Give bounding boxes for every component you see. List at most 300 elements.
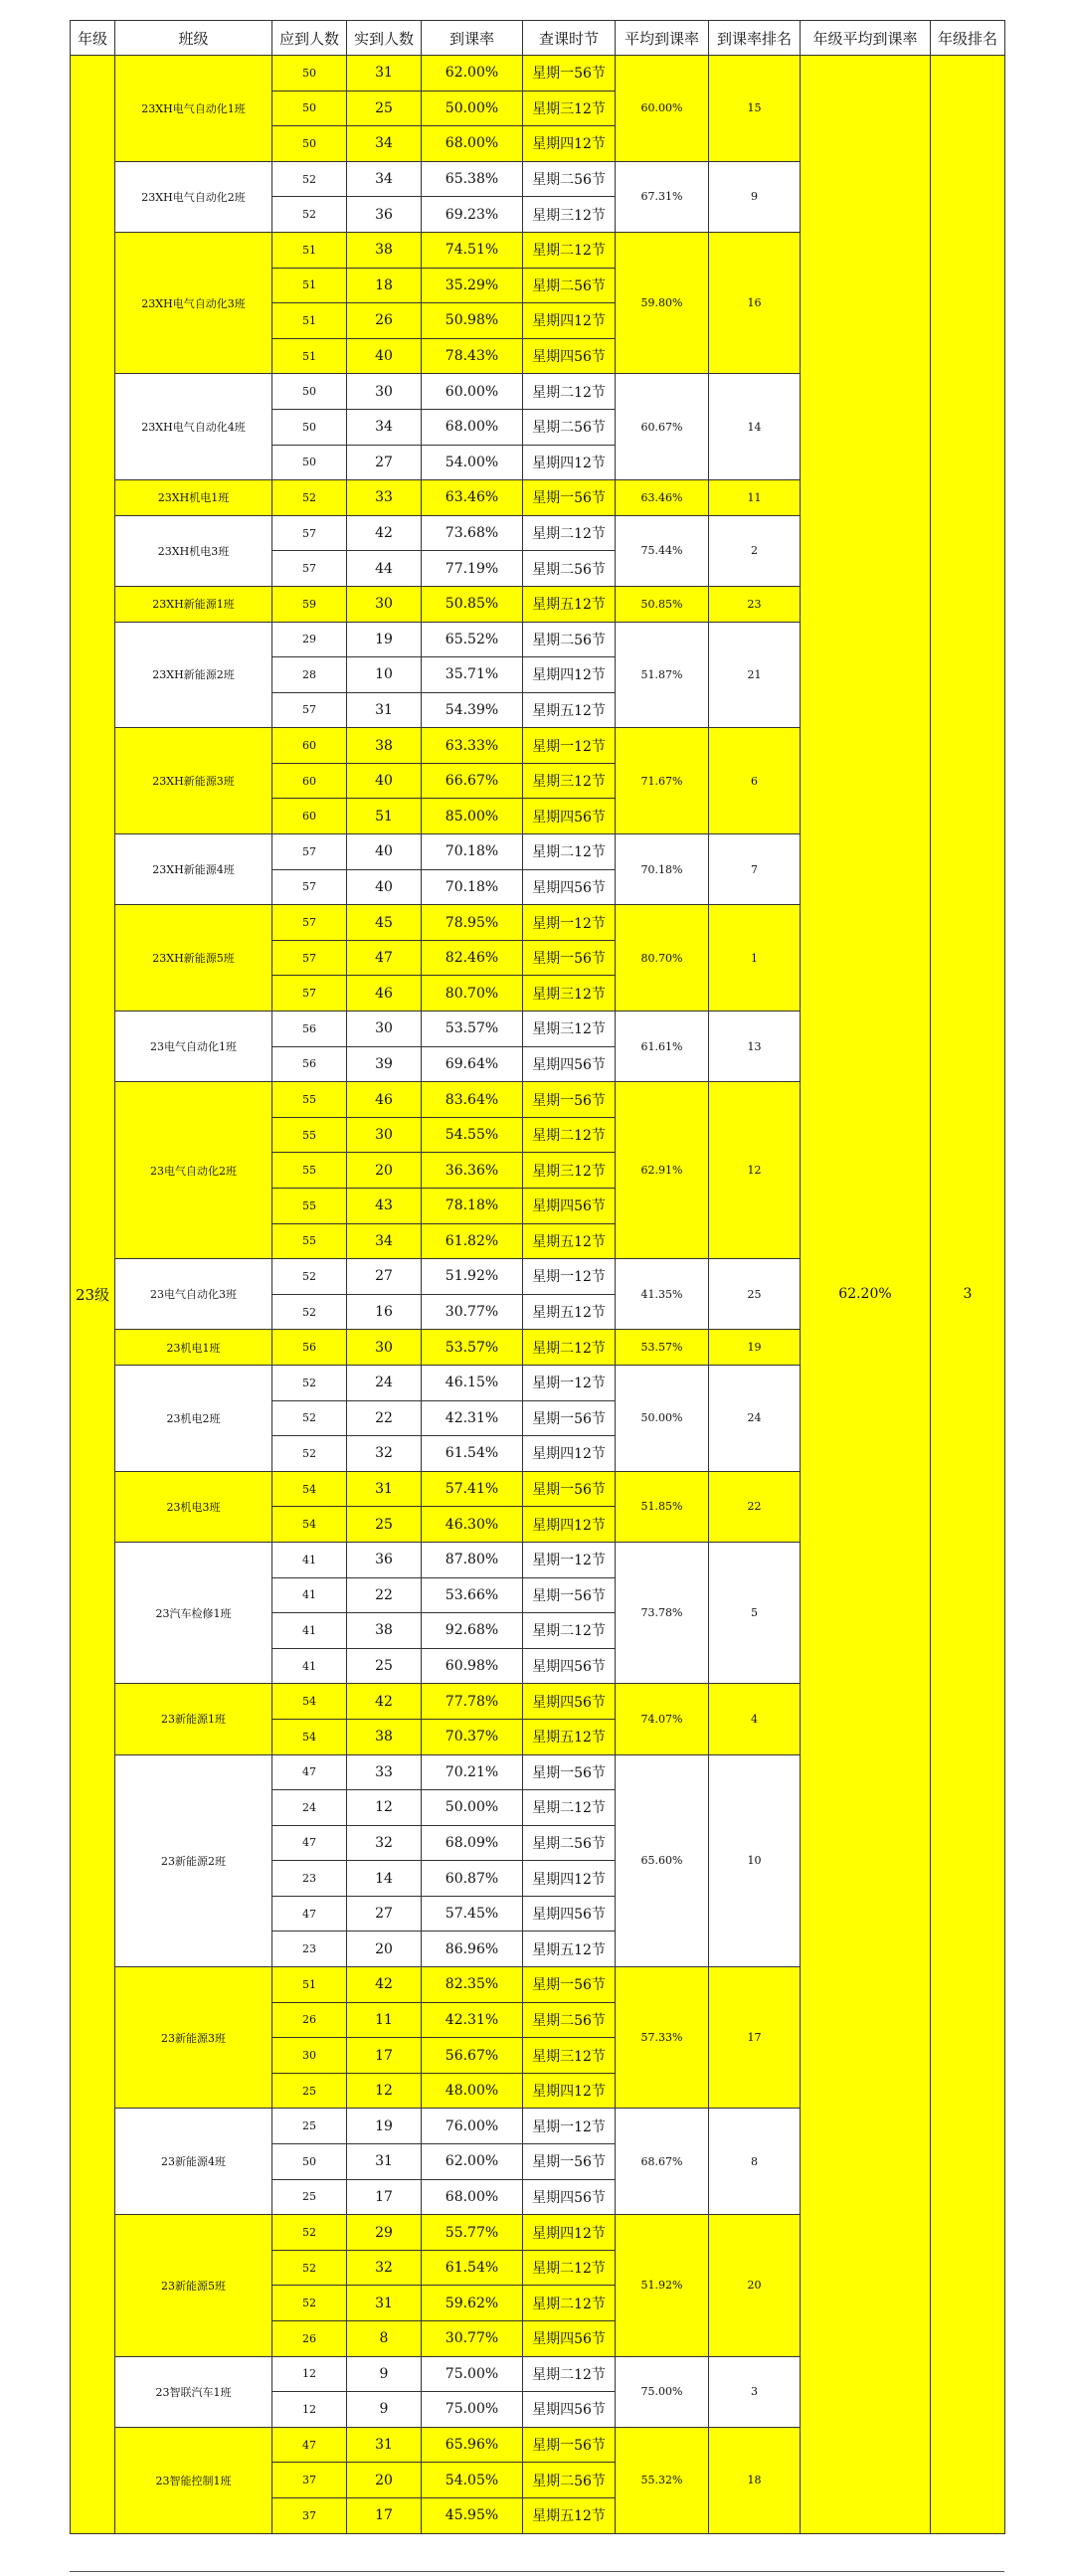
rate-cell[interactable]: 42.31% [422, 2002, 523, 2038]
actual-count-cell[interactable]: 22 [347, 1400, 422, 1436]
rate-cell[interactable]: 42.31% [422, 1400, 523, 1436]
expected-count-cell[interactable]: 41 [272, 1613, 347, 1649]
expected-count-cell[interactable]: 52 [272, 2286, 347, 2321]
actual-count-cell[interactable]: 40 [347, 338, 422, 374]
class-name-cell[interactable]: 23XH新能源2班 [115, 622, 272, 728]
expected-count-cell[interactable]: 52 [272, 1365, 347, 1400]
expected-count-cell[interactable]: 57 [272, 515, 347, 551]
actual-count-cell[interactable]: 32 [347, 2250, 422, 2286]
rate-cell[interactable]: 65.96% [422, 2427, 523, 2463]
expected-count-cell[interactable]: 25 [272, 2179, 347, 2215]
class-name-cell[interactable]: 23XH电气自动化3班 [115, 232, 272, 373]
expected-count-cell[interactable]: 12 [272, 2356, 347, 2392]
session-cell[interactable]: 星期一12节 [523, 905, 616, 941]
rate-cell[interactable]: 77.19% [422, 551, 523, 587]
rate-cell[interactable]: 56.67% [422, 2038, 523, 2074]
session-cell[interactable]: 星期四12节 [523, 657, 616, 693]
expected-count-cell[interactable]: 56 [272, 1330, 347, 1366]
expected-count-cell[interactable]: 59 [272, 586, 347, 622]
actual-count-cell[interactable]: 31 [347, 1471, 422, 1507]
rate-cell[interactable]: 63.46% [422, 480, 523, 516]
actual-count-cell[interactable]: 38 [347, 232, 422, 268]
class-name-cell[interactable]: 23电气自动化3班 [115, 1259, 272, 1330]
rank-cell[interactable]: 20 [709, 2215, 801, 2356]
rank-cell[interactable]: 24 [709, 1365, 801, 1471]
actual-count-cell[interactable]: 22 [347, 1577, 422, 1613]
rate-cell[interactable]: 82.46% [422, 940, 523, 976]
avg-rate-cell[interactable]: 55.32% [616, 2427, 709, 2533]
expected-count-cell[interactable]: 41 [272, 1648, 347, 1684]
rate-cell[interactable]: 50.85% [422, 586, 523, 622]
session-cell[interactable]: 星期一12节 [523, 1365, 616, 1400]
rate-cell[interactable]: 54.39% [422, 692, 523, 728]
actual-count-cell[interactable]: 29 [347, 2215, 422, 2251]
session-cell[interactable]: 星期四12节 [523, 2215, 616, 2251]
session-cell[interactable]: 星期一56节 [523, 940, 616, 976]
actual-count-cell[interactable]: 43 [347, 1189, 422, 1224]
actual-count-cell[interactable]: 42 [347, 515, 422, 551]
expected-count-cell[interactable]: 55 [272, 1223, 347, 1259]
actual-count-cell[interactable]: 19 [347, 622, 422, 657]
rate-cell[interactable]: 46.30% [422, 1507, 523, 1543]
session-cell[interactable]: 星期三12节 [523, 763, 616, 799]
class-name-cell[interactable]: 23XH新能源1班 [115, 586, 272, 622]
session-cell[interactable]: 星期四12节 [523, 1507, 616, 1543]
actual-count-cell[interactable]: 11 [347, 2002, 422, 2038]
actual-count-cell[interactable]: 47 [347, 940, 422, 976]
rank-cell[interactable]: 8 [709, 2109, 801, 2215]
actual-count-cell[interactable]: 31 [347, 692, 422, 728]
actual-count-cell[interactable]: 51 [347, 799, 422, 834]
actual-count-cell[interactable]: 27 [347, 1259, 422, 1295]
expected-count-cell[interactable]: 23 [272, 1861, 347, 1897]
session-cell[interactable]: 星期一56节 [523, 1082, 616, 1118]
rate-cell[interactable]: 63.33% [422, 728, 523, 764]
session-cell[interactable]: 星期二12节 [523, 515, 616, 551]
class-name-cell[interactable]: 23新能源1班 [115, 1684, 272, 1754]
rate-cell[interactable]: 54.55% [422, 1117, 523, 1153]
class-name-cell[interactable]: 23XH新能源3班 [115, 728, 272, 834]
actual-count-cell[interactable]: 20 [347, 1932, 422, 1967]
actual-count-cell[interactable]: 36 [347, 1542, 422, 1577]
expected-count-cell[interactable]: 50 [272, 2144, 347, 2180]
rank-cell[interactable]: 21 [709, 622, 801, 728]
expected-count-cell[interactable]: 57 [272, 551, 347, 587]
rate-cell[interactable]: 62.00% [422, 56, 523, 92]
actual-count-cell[interactable]: 38 [347, 728, 422, 764]
expected-count-cell[interactable]: 52 [272, 1294, 347, 1330]
session-cell[interactable]: 星期三12节 [523, 197, 616, 233]
rate-cell[interactable]: 50.98% [422, 303, 523, 339]
session-cell[interactable]: 星期二12节 [523, 2286, 616, 2321]
rank-cell[interactable]: 22 [709, 1471, 801, 1542]
session-cell[interactable]: 星期二12节 [523, 834, 616, 870]
rank-cell[interactable]: 12 [709, 1082, 801, 1259]
avg-rate-cell[interactable]: 50.00% [616, 1365, 709, 1471]
actual-count-cell[interactable]: 14 [347, 1861, 422, 1897]
expected-count-cell[interactable]: 51 [272, 1967, 347, 2003]
rate-cell[interactable]: 48.00% [422, 2073, 523, 2109]
actual-count-cell[interactable]: 17 [347, 2038, 422, 2074]
expected-count-cell[interactable]: 24 [272, 1790, 347, 1826]
rank-cell[interactable]: 7 [709, 834, 801, 905]
actual-count-cell[interactable]: 30 [347, 586, 422, 622]
actual-count-cell[interactable]: 27 [347, 1896, 422, 1932]
rate-cell[interactable]: 59.62% [422, 2286, 523, 2321]
actual-count-cell[interactable]: 16 [347, 1294, 422, 1330]
actual-count-cell[interactable]: 30 [347, 374, 422, 410]
rate-cell[interactable]: 50.00% [422, 1790, 523, 1826]
rate-cell[interactable]: 74.51% [422, 232, 523, 268]
actual-count-cell[interactable]: 40 [347, 834, 422, 870]
session-cell[interactable]: 星期二12节 [523, 374, 616, 410]
rate-cell[interactable]: 78.18% [422, 1189, 523, 1224]
expected-count-cell[interactable]: 54 [272, 1684, 347, 1720]
actual-count-cell[interactable]: 12 [347, 1790, 422, 1826]
actual-count-cell[interactable]: 25 [347, 1648, 422, 1684]
rate-cell[interactable]: 70.18% [422, 869, 523, 905]
actual-count-cell[interactable]: 40 [347, 869, 422, 905]
session-cell[interactable]: 星期四12节 [523, 126, 616, 162]
actual-count-cell[interactable]: 42 [347, 1684, 422, 1720]
rate-cell[interactable]: 65.38% [422, 161, 523, 197]
expected-count-cell[interactable]: 37 [272, 2497, 347, 2533]
session-cell[interactable]: 星期四56节 [523, 1648, 616, 1684]
class-name-cell[interactable]: 23新能源4班 [115, 2109, 272, 2215]
expected-count-cell[interactable]: 26 [272, 2321, 347, 2357]
class-name-cell[interactable]: 23机电2班 [115, 1365, 272, 1471]
rate-cell[interactable]: 35.29% [422, 268, 523, 303]
rate-cell[interactable]: 51.92% [422, 1259, 523, 1295]
avg-rate-cell[interactable]: 51.87% [616, 622, 709, 728]
session-cell[interactable]: 星期四56节 [523, 1046, 616, 1082]
class-name-cell[interactable]: 23智联汽车1班 [115, 2356, 272, 2427]
rate-cell[interactable]: 30.77% [422, 1294, 523, 1330]
session-cell[interactable]: 星期四56节 [523, 338, 616, 374]
actual-count-cell[interactable]: 8 [347, 2321, 422, 2357]
rank-cell[interactable]: 16 [709, 232, 801, 373]
actual-count-cell[interactable]: 12 [347, 2073, 422, 2109]
session-cell[interactable]: 星期一12节 [523, 2109, 616, 2144]
avg-rate-cell[interactable]: 61.61% [616, 1012, 709, 1082]
expected-count-cell[interactable]: 57 [272, 940, 347, 976]
rate-cell[interactable]: 82.35% [422, 1967, 523, 2003]
actual-count-cell[interactable]: 30 [347, 1012, 422, 1047]
rate-cell[interactable]: 70.21% [422, 1754, 523, 1790]
session-cell[interactable]: 星期四56节 [523, 2321, 616, 2357]
avg-rate-cell[interactable]: 51.85% [616, 1471, 709, 1542]
expected-count-cell[interactable]: 26 [272, 2002, 347, 2038]
expected-count-cell[interactable]: 23 [272, 1932, 347, 1967]
actual-count-cell[interactable]: 46 [347, 976, 422, 1012]
session-cell[interactable]: 星期一12节 [523, 728, 616, 764]
expected-count-cell[interactable]: 50 [272, 126, 347, 162]
session-cell[interactable]: 星期二56节 [523, 409, 616, 445]
expected-count-cell[interactable]: 57 [272, 976, 347, 1012]
rate-cell[interactable]: 69.64% [422, 1046, 523, 1082]
session-cell[interactable]: 星期一12节 [523, 1542, 616, 1577]
grade-avg-cell[interactable]: 62.20% [801, 56, 931, 2534]
expected-count-cell[interactable]: 41 [272, 1577, 347, 1613]
expected-count-cell[interactable]: 52 [272, 1436, 347, 1472]
rate-cell[interactable]: 87.80% [422, 1542, 523, 1577]
actual-count-cell[interactable]: 39 [347, 1046, 422, 1082]
expected-count-cell[interactable]: 50 [272, 91, 347, 126]
rate-cell[interactable]: 68.00% [422, 2179, 523, 2215]
avg-rate-cell[interactable]: 50.85% [616, 586, 709, 622]
avg-rate-cell[interactable]: 68.67% [616, 2109, 709, 2215]
session-cell[interactable]: 星期一56节 [523, 56, 616, 92]
session-cell[interactable]: 星期四56节 [523, 2392, 616, 2428]
rank-cell[interactable]: 18 [709, 2427, 801, 2533]
session-cell[interactable]: 星期四12节 [523, 1861, 616, 1897]
actual-count-cell[interactable]: 20 [347, 2463, 422, 2498]
actual-count-cell[interactable]: 32 [347, 1825, 422, 1861]
rate-cell[interactable]: 78.95% [422, 905, 523, 941]
session-cell[interactable]: 星期二12节 [523, 2250, 616, 2286]
rank-cell[interactable]: 6 [709, 728, 801, 834]
session-cell[interactable]: 星期三12节 [523, 91, 616, 126]
actual-count-cell[interactable]: 31 [347, 2144, 422, 2180]
rank-cell[interactable]: 2 [709, 515, 801, 586]
rate-cell[interactable]: 69.23% [422, 197, 523, 233]
rate-cell[interactable]: 78.43% [422, 338, 523, 374]
class-name-cell[interactable]: 23XH电气自动化4班 [115, 374, 272, 480]
rate-cell[interactable]: 68.00% [422, 126, 523, 162]
session-cell[interactable]: 星期一56节 [523, 1400, 616, 1436]
session-cell[interactable]: 星期三12节 [523, 976, 616, 1012]
actual-count-cell[interactable]: 19 [347, 2109, 422, 2144]
expected-count-cell[interactable]: 52 [272, 480, 347, 516]
expected-count-cell[interactable]: 56 [272, 1012, 347, 1047]
actual-count-cell[interactable]: 30 [347, 1330, 422, 1366]
rank-cell[interactable]: 4 [709, 1684, 801, 1754]
session-cell[interactable]: 星期一56节 [523, 2144, 616, 2180]
rate-cell[interactable]: 61.54% [422, 1436, 523, 1472]
avg-rate-cell[interactable]: 67.31% [616, 161, 709, 232]
rate-cell[interactable]: 54.00% [422, 445, 523, 480]
session-cell[interactable]: 星期三12节 [523, 1153, 616, 1189]
session-cell[interactable]: 星期一56节 [523, 1577, 616, 1613]
expected-count-cell[interactable]: 50 [272, 409, 347, 445]
expected-count-cell[interactable]: 60 [272, 799, 347, 834]
rate-cell[interactable]: 66.67% [422, 763, 523, 799]
avg-rate-cell[interactable]: 80.70% [616, 905, 709, 1012]
session-cell[interactable]: 星期三12节 [523, 1012, 616, 1047]
session-cell[interactable]: 星期五12节 [523, 1932, 616, 1967]
rank-cell[interactable]: 19 [709, 1330, 801, 1366]
session-cell[interactable]: 星期二12节 [523, 2356, 616, 2392]
expected-count-cell[interactable]: 50 [272, 56, 347, 92]
session-cell[interactable]: 星期二56节 [523, 161, 616, 197]
session-cell[interactable]: 星期五12节 [523, 1294, 616, 1330]
class-name-cell[interactable]: 23电气自动化1班 [115, 1012, 272, 1082]
expected-count-cell[interactable]: 41 [272, 1542, 347, 1577]
session-cell[interactable]: 星期四56节 [523, 1684, 616, 1720]
rate-cell[interactable]: 92.68% [422, 1613, 523, 1649]
rank-cell[interactable]: 25 [709, 1259, 801, 1330]
expected-count-cell[interactable]: 51 [272, 303, 347, 339]
avg-rate-cell[interactable]: 60.00% [616, 56, 709, 162]
session-cell[interactable]: 星期四56节 [523, 869, 616, 905]
rate-cell[interactable]: 55.77% [422, 2215, 523, 2251]
actual-count-cell[interactable]: 31 [347, 56, 422, 92]
rate-cell[interactable]: 70.18% [422, 834, 523, 870]
expected-count-cell[interactable]: 25 [272, 2109, 347, 2144]
rate-cell[interactable]: 77.78% [422, 1684, 523, 1720]
expected-count-cell[interactable]: 52 [272, 2250, 347, 2286]
rank-cell[interactable]: 5 [709, 1542, 801, 1683]
class-name-cell[interactable]: 23新能源3班 [115, 1967, 272, 2109]
actual-count-cell[interactable]: 30 [347, 1117, 422, 1153]
expected-count-cell[interactable]: 55 [272, 1153, 347, 1189]
session-cell[interactable]: 星期二56节 [523, 1825, 616, 1861]
rate-cell[interactable]: 73.68% [422, 515, 523, 551]
expected-count-cell[interactable]: 50 [272, 374, 347, 410]
actual-count-cell[interactable]: 38 [347, 1719, 422, 1754]
rate-cell[interactable]: 57.45% [422, 1896, 523, 1932]
session-cell[interactable]: 星期二56节 [523, 2463, 616, 2498]
actual-count-cell[interactable]: 17 [347, 2179, 422, 2215]
session-cell[interactable]: 星期二56节 [523, 622, 616, 657]
expected-count-cell[interactable]: 57 [272, 905, 347, 941]
session-cell[interactable]: 星期二12节 [523, 232, 616, 268]
session-cell[interactable]: 星期一56节 [523, 1754, 616, 1790]
session-cell[interactable]: 星期二12节 [523, 1613, 616, 1649]
session-cell[interactable]: 星期五12节 [523, 692, 616, 728]
rank-cell[interactable]: 11 [709, 480, 801, 516]
actual-count-cell[interactable]: 32 [347, 1436, 422, 1472]
header-rank[interactable]: 到课率排名 [709, 21, 801, 56]
actual-count-cell[interactable]: 34 [347, 1223, 422, 1259]
expected-count-cell[interactable]: 52 [272, 1259, 347, 1295]
actual-count-cell[interactable]: 17 [347, 2497, 422, 2533]
class-name-cell[interactable]: 23XH机电1班 [115, 480, 272, 516]
rate-cell[interactable]: 83.64% [422, 1082, 523, 1118]
rate-cell[interactable]: 60.00% [422, 374, 523, 410]
expected-count-cell[interactable]: 47 [272, 2427, 347, 2463]
header-grade-avg[interactable]: 年级平均到课率 [801, 21, 931, 56]
session-cell[interactable]: 星期二12节 [523, 1330, 616, 1366]
expected-count-cell[interactable]: 47 [272, 1896, 347, 1932]
expected-count-cell[interactable]: 52 [272, 2215, 347, 2251]
actual-count-cell[interactable]: 31 [347, 2427, 422, 2463]
rate-cell[interactable]: 53.57% [422, 1012, 523, 1047]
expected-count-cell[interactable]: 52 [272, 1400, 347, 1436]
expected-count-cell[interactable]: 47 [272, 1754, 347, 1790]
rank-cell[interactable]: 1 [709, 905, 801, 1012]
class-name-cell[interactable]: 23新能源2班 [115, 1754, 272, 1967]
avg-rate-cell[interactable]: 41.35% [616, 1259, 709, 1330]
avg-rate-cell[interactable]: 62.91% [616, 1082, 709, 1259]
header-actual[interactable]: 实到人数 [347, 21, 422, 56]
class-name-cell[interactable]: 23XH新能源4班 [115, 834, 272, 905]
actual-count-cell[interactable]: 34 [347, 161, 422, 197]
expected-count-cell[interactable]: 54 [272, 1719, 347, 1754]
session-cell[interactable]: 星期四12节 [523, 445, 616, 480]
session-cell[interactable]: 星期一56节 [523, 1471, 616, 1507]
expected-count-cell[interactable]: 55 [272, 1189, 347, 1224]
expected-count-cell[interactable]: 57 [272, 692, 347, 728]
actual-count-cell[interactable]: 18 [347, 268, 422, 303]
session-cell[interactable]: 星期一56节 [523, 1967, 616, 2003]
session-cell[interactable]: 星期三12节 [523, 2038, 616, 2074]
actual-count-cell[interactable]: 38 [347, 1613, 422, 1649]
rank-cell[interactable]: 10 [709, 1754, 801, 1967]
class-name-cell[interactable]: 23机电3班 [115, 1471, 272, 1542]
actual-count-cell[interactable]: 10 [347, 657, 422, 693]
session-cell[interactable]: 星期一56节 [523, 2427, 616, 2463]
rate-cell[interactable]: 68.09% [422, 1825, 523, 1861]
session-cell[interactable]: 星期四12节 [523, 303, 616, 339]
class-name-cell[interactable]: 23XH机电3班 [115, 515, 272, 586]
session-cell[interactable]: 星期五12节 [523, 1719, 616, 1754]
class-name-cell[interactable]: 23电气自动化2班 [115, 1082, 272, 1259]
actual-count-cell[interactable]: 33 [347, 480, 422, 516]
session-cell[interactable]: 星期四56节 [523, 2179, 616, 2215]
expected-count-cell[interactable]: 54 [272, 1471, 347, 1507]
avg-rate-cell[interactable]: 75.44% [616, 515, 709, 586]
expected-count-cell[interactable]: 47 [272, 1825, 347, 1861]
actual-count-cell[interactable]: 20 [347, 1153, 422, 1189]
header-avg-rate[interactable]: 平均到课率 [616, 21, 709, 56]
rank-cell[interactable]: 3 [709, 2356, 801, 2427]
actual-count-cell[interactable]: 44 [347, 551, 422, 587]
avg-rate-cell[interactable]: 75.00% [616, 2356, 709, 2427]
expected-count-cell[interactable]: 60 [272, 728, 347, 764]
avg-rate-cell[interactable]: 53.57% [616, 1330, 709, 1366]
header-class[interactable]: 班级 [115, 21, 272, 56]
session-cell[interactable]: 星期五12节 [523, 2497, 616, 2533]
rate-cell[interactable]: 61.82% [422, 1223, 523, 1259]
session-cell[interactable]: 星期四56节 [523, 1896, 616, 1932]
rank-cell[interactable]: 15 [709, 56, 801, 162]
expected-count-cell[interactable]: 51 [272, 232, 347, 268]
expected-count-cell[interactable]: 28 [272, 657, 347, 693]
rate-cell[interactable]: 60.87% [422, 1861, 523, 1897]
expected-count-cell[interactable]: 54 [272, 1507, 347, 1543]
rate-cell[interactable]: 53.57% [422, 1330, 523, 1366]
rank-cell[interactable]: 14 [709, 374, 801, 480]
class-name-cell[interactable]: 23机电1班 [115, 1330, 272, 1366]
actual-count-cell[interactable]: 31 [347, 2286, 422, 2321]
rate-cell[interactable]: 50.00% [422, 91, 523, 126]
rate-cell[interactable]: 46.15% [422, 1365, 523, 1400]
header-rate[interactable]: 到课率 [422, 21, 523, 56]
rate-cell[interactable]: 80.70% [422, 976, 523, 1012]
rate-cell[interactable]: 53.66% [422, 1577, 523, 1613]
expected-count-cell[interactable]: 37 [272, 2463, 347, 2498]
expected-count-cell[interactable]: 57 [272, 869, 347, 905]
class-name-cell[interactable]: 23XH新能源5班 [115, 905, 272, 1012]
rate-cell[interactable]: 60.98% [422, 1648, 523, 1684]
session-cell[interactable]: 星期五12节 [523, 586, 616, 622]
session-cell[interactable]: 星期一56节 [523, 480, 616, 516]
rate-cell[interactable]: 75.00% [422, 2356, 523, 2392]
expected-count-cell[interactable]: 51 [272, 268, 347, 303]
session-cell[interactable]: 星期四12节 [523, 1436, 616, 1472]
session-cell[interactable]: 星期二56节 [523, 268, 616, 303]
actual-count-cell[interactable]: 36 [347, 197, 422, 233]
class-name-cell[interactable]: 23XH电气自动化1班 [115, 56, 272, 162]
avg-rate-cell[interactable]: 73.78% [616, 1542, 709, 1683]
rate-cell[interactable]: 68.00% [422, 409, 523, 445]
expected-count-cell[interactable]: 57 [272, 834, 347, 870]
avg-rate-cell[interactable]: 63.46% [616, 480, 709, 516]
session-cell[interactable]: 星期二12节 [523, 1117, 616, 1153]
header-expected[interactable]: 应到人数 [272, 21, 347, 56]
actual-count-cell[interactable]: 46 [347, 1082, 422, 1118]
